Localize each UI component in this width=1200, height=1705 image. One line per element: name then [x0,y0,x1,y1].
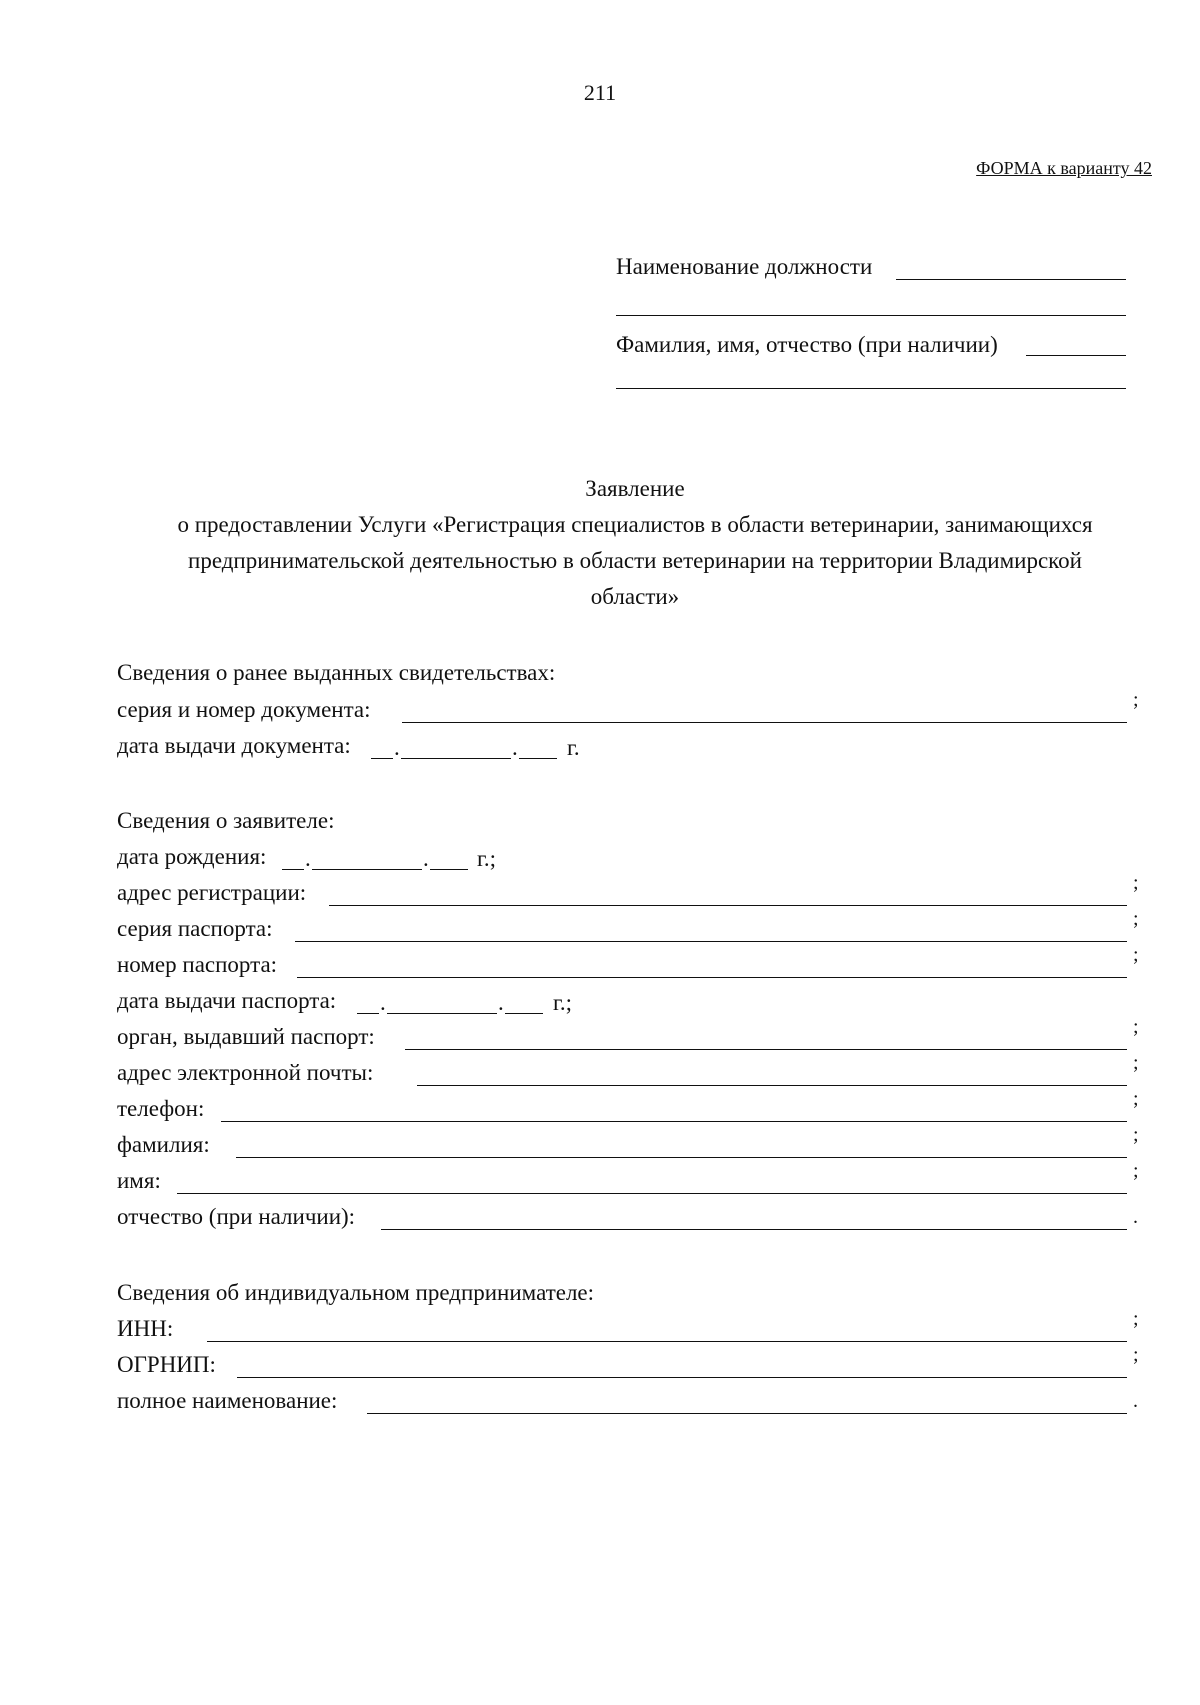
email-field[interactable] [417,1085,1127,1086]
entrepreneur-heading: Сведения об индивидуальном предпринимателе: [117,1280,595,1305]
first-name-label: имя: [117,1168,161,1193]
full-name-label: полное наименование: [117,1388,338,1413]
position-field[interactable] [896,279,1126,280]
semicolon: ; [1133,1088,1139,1110]
reg-address-label: адрес регистрации: [117,880,307,905]
semicolon: ; [1133,1160,1139,1182]
date-separator: . [498,990,504,1015]
ogrnip-field[interactable] [237,1377,1127,1378]
inn-label: ИНН: [117,1316,174,1341]
semicolon: ; [1133,1308,1139,1330]
date-separator: . [305,846,311,871]
period: . [1133,1206,1138,1228]
semicolon: ; [1133,944,1139,966]
full-name-field[interactable] [367,1413,1127,1414]
issuer-label: орган, выдавший паспорт: [117,1024,375,1049]
addressee-name-label: Фамилия, имя, отчество (при наличии) [616,332,998,357]
semicolon: ; [1133,1124,1139,1146]
birth-date-label: дата рождения: [117,844,267,869]
document-title-line2: предпринимательской деятельностью в области ветеринарии на территории Владимирской [188,548,1082,573]
certificate-series-label: серия и номер документа: [117,697,371,722]
reg-address-field[interactable] [329,905,1127,906]
date-separator: . [394,735,400,760]
surname-field[interactable] [236,1157,1127,1158]
certificate-day-field[interactable] [371,758,393,759]
document-heading: Заявление [585,476,685,501]
email-label: адрес электронной почты: [117,1060,374,1085]
document-title-line3: области» [590,584,680,609]
birth-year-suffix: г.; [477,846,496,871]
ogrnip-label: ОГРНИП: [117,1352,216,1377]
passport-number-field[interactable] [297,977,1127,978]
passport-series-field[interactable] [295,941,1127,942]
birth-day-field[interactable] [282,869,304,870]
position-label: Наименование должности [616,254,873,279]
certificates-heading: Сведения о ранее выданных свидетельствах: [117,660,556,685]
issuer-field[interactable] [405,1049,1127,1050]
semicolon: ; [1133,908,1139,930]
passport-year-field[interactable] [505,1013,543,1014]
passport-number-label: номер паспорта: [117,952,278,977]
addressee-name-field[interactable] [1026,355,1126,356]
date-separator: . [380,990,386,1015]
date-separator: . [423,846,429,871]
semicolon: ; [1133,689,1139,711]
document-title-line1: о предоставлении Услуги «Регистрация специалистов в области ветеринарии, занимающихся [177,512,1093,537]
semicolon: ; [1133,1052,1139,1074]
certificate-year-field[interactable] [519,758,557,759]
passport-series-label: серия паспорта: [117,916,273,941]
semicolon: ; [1133,872,1139,894]
page-number: 211 [583,80,617,105]
certificate-series-field[interactable] [402,722,1127,723]
surname-label: фамилия: [117,1132,210,1157]
date-separator: . [512,735,518,760]
certificate-month-field[interactable] [401,758,511,759]
passport-day-field[interactable] [357,1013,379,1014]
first-name-field[interactable] [177,1193,1127,1194]
applicant-heading: Сведения о заявителе: [117,808,335,833]
addressee-name-field-continued[interactable] [616,388,1126,389]
phone-field[interactable] [221,1121,1127,1122]
period: . [1133,1390,1138,1412]
birth-year-field[interactable] [430,869,468,870]
position-field-continued[interactable] [616,315,1126,316]
form-reference: ФОРМА к варианту 42 [976,158,1152,178]
patronymic-field[interactable] [381,1229,1127,1230]
patronymic-label: отчество (при наличии): [117,1204,356,1229]
passport-month-field[interactable] [387,1013,497,1014]
semicolon: ; [1133,1344,1139,1366]
year-suffix: г. [567,735,580,760]
passport-date-label: дата выдачи паспорта: [117,988,337,1013]
birth-month-field[interactable] [312,869,422,870]
phone-label: телефон: [117,1096,205,1121]
semicolon: ; [1133,1016,1139,1038]
certificate-date-label: дата выдачи документа: [117,733,351,758]
passport-year-suffix: г.; [553,990,572,1015]
inn-field[interactable] [207,1341,1127,1342]
